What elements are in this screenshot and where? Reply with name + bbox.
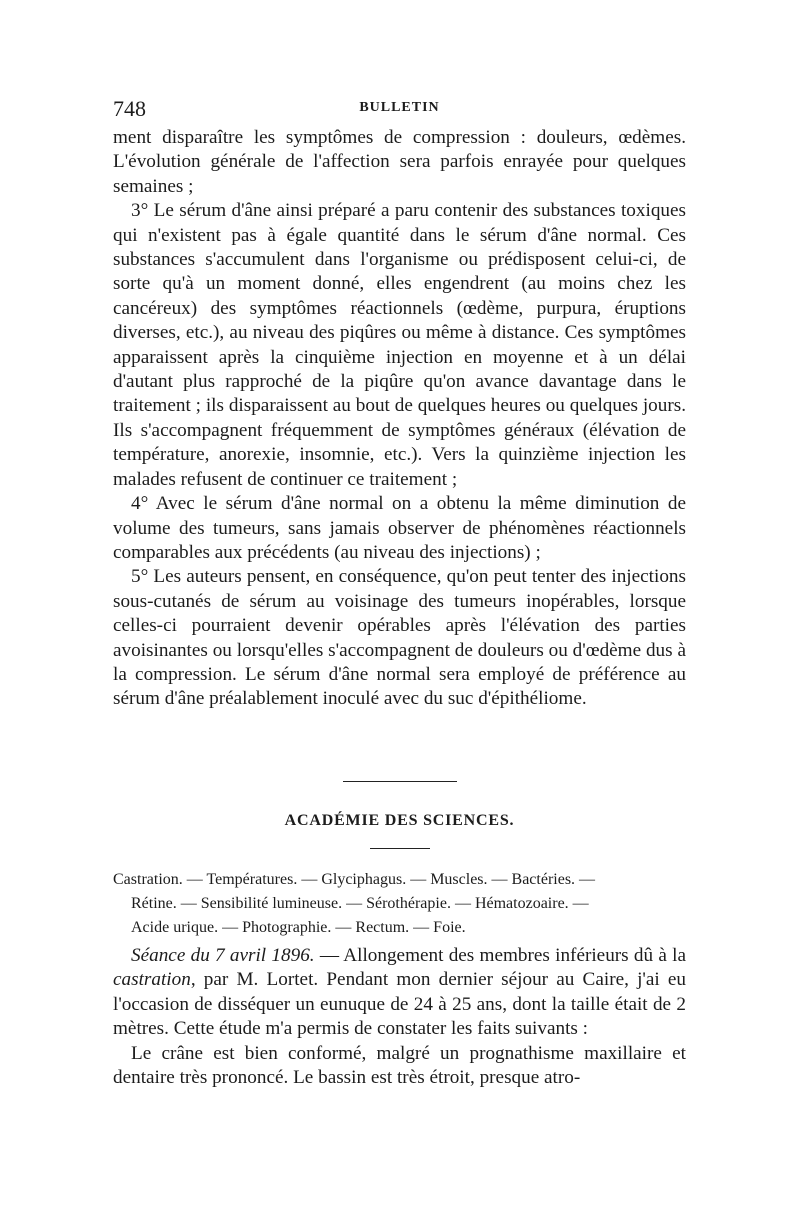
running-title: BULLETIN bbox=[359, 100, 440, 115]
seance-paragraph-2: Le crâne est bien conformé, malgré un prognathisme maxillaire et dentaire très prononcé. Le bassin est très étroit, presque atro- bbox=[113, 1042, 686, 1089]
summary-line-2: Rétine. — Sensibilité lumineuse. — Sérothérapie. — Hématozoaire. — bbox=[131, 895, 589, 912]
body-text bbox=[113, 126, 686, 712]
page-number: 748 bbox=[113, 96, 146, 121]
summary-line-1: Castration. — Températures. — Glyciphagus. — Muscles. — Bactéries. — bbox=[113, 871, 596, 888]
seance-text-b: , par M. Lortet. Pendant mon dernier séjour au Caire, j'ai eu l'occasion de disséquer un eunuque de 24 à 25 ans, dont la taille était de 2 mètres. Cette étude m'a permis de constater les faits suivants : bbox=[113, 969, 686, 1040]
castration-term: castration bbox=[113, 969, 191, 991]
summary-line-3: Acide urique. — Photographie. — Rectum. — Foie. bbox=[131, 919, 466, 936]
seance-section bbox=[113, 944, 686, 1090]
paragraph-item-5: 5° Les auteurs pensent, en conséquence, qu'on peut tenter des injections sous-cutanés de sérum au voisinage des tumeurs inopérables, lorsque celles-ci pourraient devenir opérables après l'élévation des parties avoisinantes ou lorsqu'elles s'accompagnent de douleurs ou d'œdème dus à la compression. Le sérum d'âne normal sera employé de préférence au sérum d'âne préalablement inoculé avec du suc d'épithéliome. bbox=[113, 566, 686, 710]
page-header bbox=[113, 96, 686, 122]
paragraph-item-4: 4° Avec le sérum d'âne normal on a obtenu la même diminution de volume des tumeurs, sans jamais observer de phénomènes réactionnels comparables aux précédents (au niveau des injections) ; bbox=[113, 493, 686, 563]
section-divider-top bbox=[343, 781, 457, 782]
section-divider-bottom bbox=[370, 848, 430, 849]
paragraph-continuation: ment disparaître les symptômes de compression : douleurs, œdèmes. L'évolution générale de l'affection sera parfois enrayée pour quelques semaines ; bbox=[113, 127, 686, 197]
paragraph-item-3: 3° Le sérum d'âne ainsi préparé a paru contenir des substances toxiques qui n'existent pas à égale quantité dans le sérum d'âne normal. Ces substances s'accumulent dans l'organisme ou prédisposent celui-ci, de sorte qu'à un moment donné, elles engendrent (au moins chez les cancéreux) des symptômes réactionnels (œdème, purpura, éruptions diverses, etc.), au niveau des piqûres ou même à distance. Ces symptômes apparaissent après la cinquième injection en moyenne et à un délai d'autant plus rapproché de la piqûre qu'on avance davantage dans le traitement ; ils disparaissent au bout de quelques heures ou quelques jours. Ils s'accompagnent fréquemment de symptômes généraux (élévation de température, anorexie, insomnie, etc.). Vers la quinzième injection les malades refusent de continuer ce traitement ; bbox=[113, 200, 686, 490]
seance-paragraph bbox=[113, 944, 686, 1042]
seance-date: Séance du 7 avril 1896. bbox=[131, 945, 315, 966]
section-summary bbox=[113, 868, 686, 940]
section-title: ACADÉMIE DES SCIENCES. bbox=[284, 812, 515, 829]
seance-text-a: — Allongement des membres inférieurs dû à la bbox=[314, 945, 686, 966]
